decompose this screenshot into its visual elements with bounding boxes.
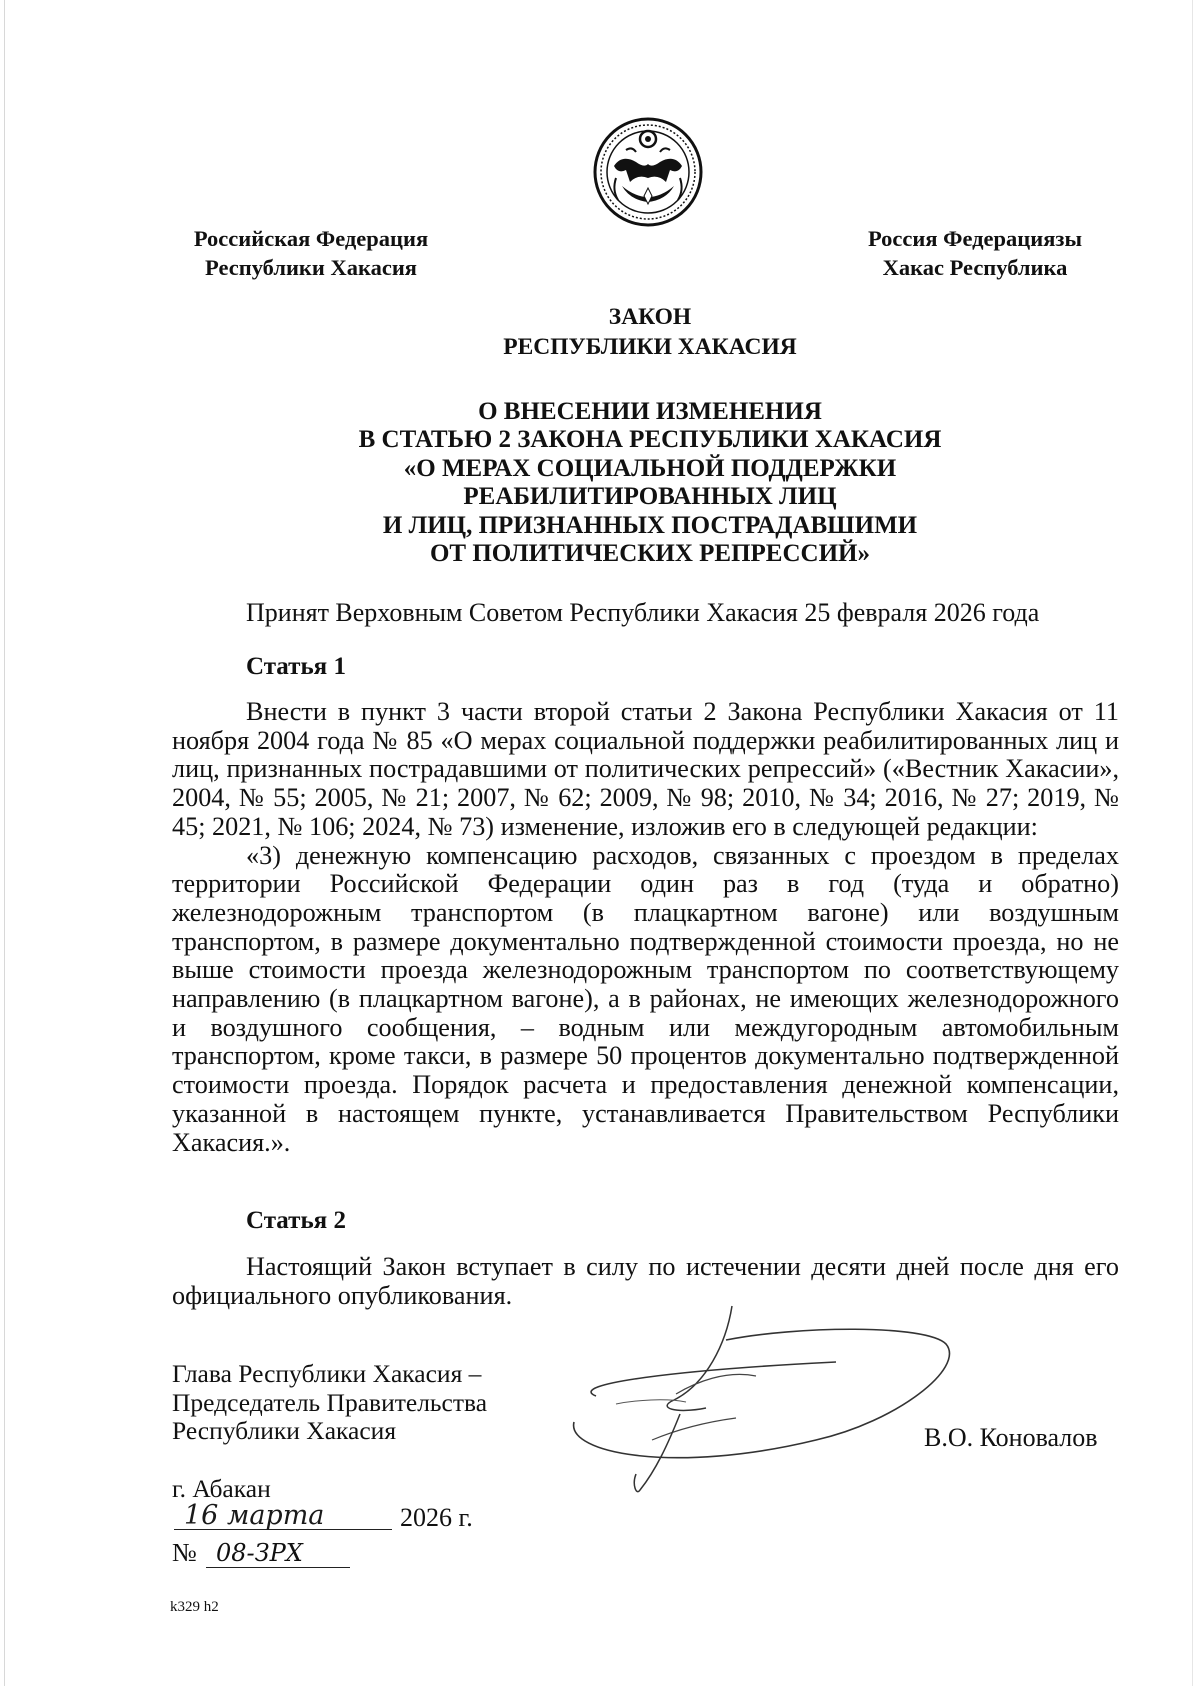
signer-position — [172, 1360, 487, 1446]
adoption-statement: Принят Верховным Советом Республики Хакасия 25 февраля 2026 года — [246, 598, 1040, 627]
law-number — [172, 1538, 472, 1570]
article-2-paragraph-1: Настоящий Закон вступает в силу по истечении десяти дней после дня его официального опубликования. — [172, 1252, 1119, 1310]
scan-edge-left — [4, 0, 5, 1686]
header-left-line1: Российская Федерация — [193, 226, 429, 251]
header-left — [170, 224, 452, 282]
law-subject-line: ОТ ПОЛИТИЧЕСКИХ РЕПРЕССИЙ» — [429, 540, 870, 568]
article-1-body — [172, 698, 1119, 1157]
law-subject-line: И ЛИЦ, ПРИЗНАННЫХ ПОСТРАДАВШИМИ — [382, 511, 918, 539]
header-right-line1: Россия Федерациязы — [867, 226, 1083, 251]
handwritten-number: 08-ЗРХ — [206, 1538, 350, 1568]
signer-name: В.О. Коновалов — [924, 1423, 1098, 1452]
header-left-line2: Республики Хакасия — [205, 255, 417, 280]
coat-of-arms-emblem — [592, 116, 704, 228]
signer-position-line1: Глава Республики Хакасия – — [172, 1359, 482, 1388]
reference-code: k329 h2 — [170, 1599, 219, 1615]
signer-position-line3: Республики Хакасия — [172, 1416, 397, 1445]
law-title-line1: ЗАКОН — [608, 304, 692, 330]
article-2-heading: Статья 2 — [246, 1207, 346, 1234]
handwritten-signature — [556, 1304, 956, 1500]
article-1-paragraph-1: Внести в пункт 3 части второй статьи 2 Закона Республики Хакасия от 11 ноября 2004 года № 85 «О мерах социальной поддержки реабилитированных лиц и лиц, признанных пострадавшими от политических репрессий» («Вестник Хакасии», 2004, № 55; 2005, № 21; 2007, № 62; 2009, № 98; 2010, № 34; 2016, № 27; 2019, № 45; 2021, № 106; 2024, № 73) изменение, изложив его в следующей редакции: — [172, 697, 1119, 841]
law-subject-line: «О МЕРАХ СОЦИАЛЬНОЙ ПОДДЕРЖКИ — [403, 454, 897, 482]
signing-date — [172, 1502, 492, 1534]
article-1-heading: Статья 1 — [246, 653, 346, 680]
article-2-body — [172, 1253, 1119, 1310]
law-subject-line: В СТАТЬЮ 2 ЗАКОНА РЕСПУБЛИКИ ХАКАСИЯ — [358, 426, 942, 454]
signer-position-line2: Председатель Правительства — [172, 1387, 488, 1417]
scan-edge-right — [1192, 0, 1193, 1686]
law-title-line2: РЕСПУБЛИКИ ХАКАСИЯ — [503, 334, 797, 360]
handwritten-date: 16 марта — [174, 1502, 392, 1530]
law-title — [200, 302, 1100, 362]
number-sign: № — [172, 1538, 197, 1567]
article-1-paragraph-2: «3) денежную компенсацию расходов, связанных с проездом в пределах территории Российской Федерации один раз в год (туда и обратно) железнодорожным транспортом (в плацкартном вагоне) или воздушным транспортом, в размере документально подтвержденной стоимости проезда, но не выше стоимости проезда железнодорожным транспортом по соответствующему направлению (в плацкартном вагоне), а в районах, не имеющих железнодорожного и воздушного сообщения, – водным или междугородным автомобильным транспортом, кроме такси, в размере 50 процентов документально подтвержденной стоимости проезда. Порядок расчета и предоставления денежной компенсации, указанной в настоящем пункте, устанавливается Правительством Республики Хакасия.». — [172, 840, 1119, 1157]
header-right-line2: Хакас Республика — [882, 255, 1068, 280]
law-subject-line: РЕАБИЛИТИРОВАННЫХ ЛИЦ — [463, 483, 837, 511]
date-year: 2026 г. — [400, 1503, 473, 1532]
law-subject — [200, 398, 1100, 568]
law-subject-line: О ВНЕСЕНИИ ИЗМЕНЕНИЯ — [478, 398, 822, 425]
city: г. Абакан — [172, 1474, 271, 1503]
header-right — [850, 224, 1100, 282]
